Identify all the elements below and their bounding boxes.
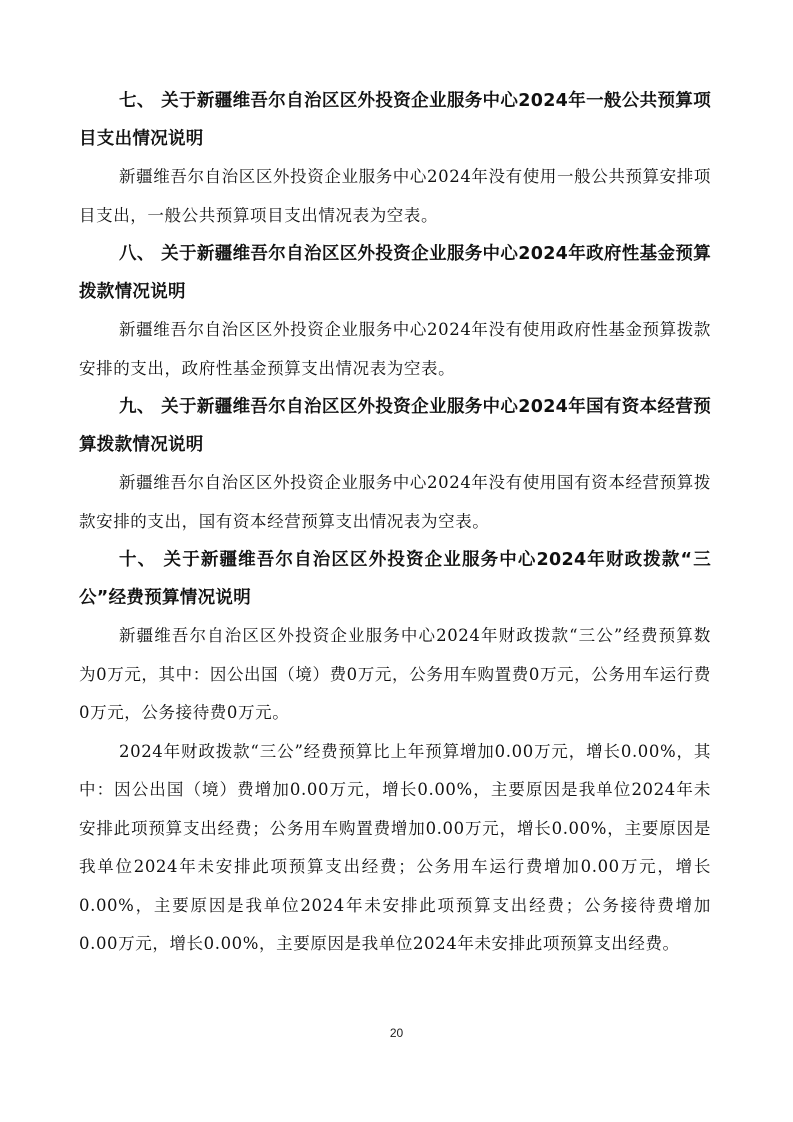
section-7-heading: 七、 关于新疆维吾尔自治区区外投资企业服务中心2024年一般公共预算项目支出情况说明 [79,91,711,149]
section-10-paragraph-2: 2024年财政拨款“三公”经费预算比上年预算增加0.00万元，增长0.00%，其中：因公出国（境）费增加0.00万元，增长0.00%，主要原因是我单位2024年未安排此项预算支出经费；公务用车购置费增加0.00万元，增长0.00%，主要原因是我单位2024年未安排此项预算支出经费；公务用车运行费增加0.00万元，增长0.00%，主要原因是我单位2024年未安排此项预算支出经费；公务接待费增加0.00万元，增长0.00%，主要原因是我单位2024年未安排此项预算支出经费。 [79,741,711,953]
section-8-heading: 八、 关于新疆维吾尔自治区区外投资企业服务中心2024年政府性基金预算拨款情况说明 [79,244,711,302]
section-10-heading: 十、 关于新疆维吾尔自治区区外投资企业服务中心2024年财政拨款“三公”经费预算情况说明 [79,550,711,608]
section-9-heading: 九、 关于新疆维吾尔自治区区外投资企业服务中心2024年国有资本经营预算拨款情况说明 [79,397,711,455]
page-number: 20 [389,1026,404,1040]
section-9-paragraph: 新疆维吾尔自治区区外投资企业服务中心2024年没有使用国有资本经营预算拨款安排的支出，国有资本经营预算支出情况表为空表。 [79,473,711,531]
document-body [79,82,711,964]
section-10-paragraph-1: 新疆维吾尔自治区区外投资企业服务中心2024年财政拨款“三公”经费预算数为0万元，其中：因公出国（境）费0万元，公务用车购置费0万元，公务用车运行费0万元，公务接待费0万元。 [79,626,711,722]
section-7-paragraph: 新疆维吾尔自治区区外投资企业服务中心2024年没有使用一般公共预算安排项目支出，一般公共预算项目支出情况表为空表。 [79,167,711,225]
section-8-paragraph: 新疆维吾尔自治区区外投资企业服务中心2024年没有使用政府性基金预算拨款安排的支出，政府性基金预算支出情况表为空表。 [79,320,711,378]
